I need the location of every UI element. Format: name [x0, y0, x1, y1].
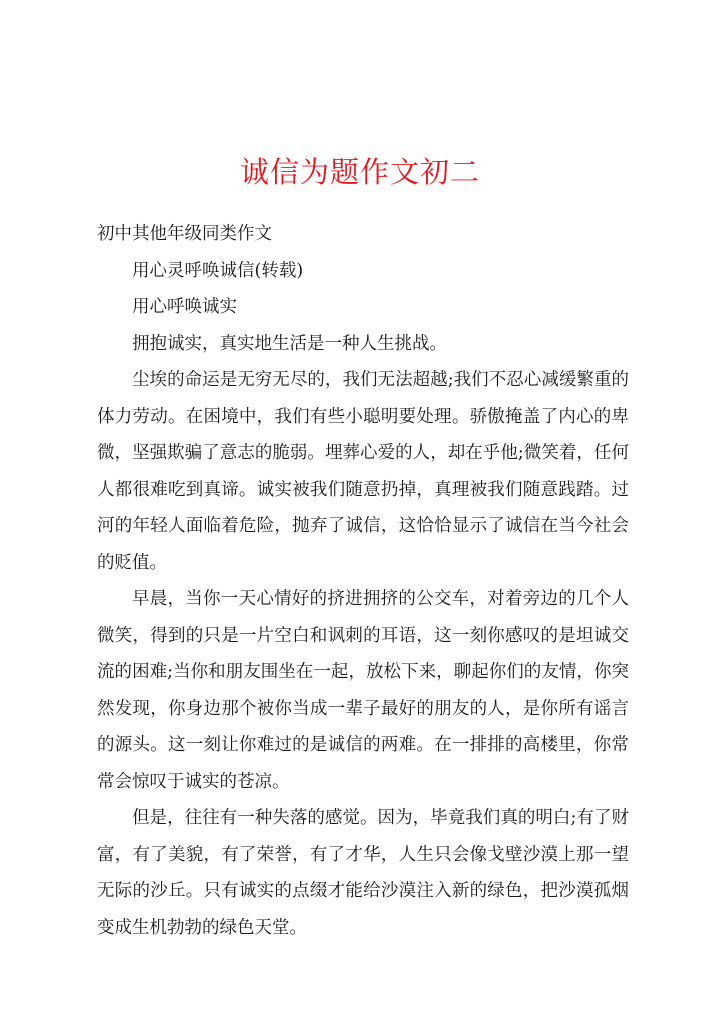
- paragraph: 但是，往往有一种失落的感觉。因为，毕竟我们真的明白;有了财富，有了美貌，有了荣誉，有了才华，人生只会像戈壁沙漠上那一望无际的沙丘。只有诚实的点缀才能给沙漠注入新的绿色，把沙漠孤烟变成生机勃勃的绿色天堂。: [97, 808, 629, 938]
- document-title: 诚信为题作文初二: [239, 155, 480, 189]
- paragraph: 尘埃的命运是无穷无尽的，我们无法超越;我们不忍心减缓繁重的体力劳动。在困境中，我们有些小聪明要处理。骄傲掩盖了内心的卑微，坚强欺骗了意志的脆弱。埋葬心爱的人，却在乎他;微笑着，任何人都很难吃到真谛。诚实被我们随意扔掉，真理被我们随意践踏。过河的年轻人面临着危险，抛弃了诚信，这恰恰显示了诚信在当今社会的贬值。: [97, 370, 629, 573]
- paragraph: 拥抱诚实，真实地生活是一种人生挑战。: [132, 333, 447, 354]
- subtitle-line-2: 用心呼唤诚实: [132, 297, 237, 317]
- category-label: 初中其他年级同类作文: [97, 224, 272, 244]
- paragraph: 早晨，当你一天心情好的挤进拥挤的公交车，对着旁边的几个人微笑，得到的只是一片空白和讽刺的耳语，这一刻你感叹的是坦诚交流的困难;当你和朋友围坐在一起，放松下来，聊起你们的友情，你突然发现，你身边那个被你当成一辈子最好的朋友的人，是你所有谣言的源头。这一刻让你难过的是诚信的两难。在一排排的高楼里，你常常会惊叹于诚实的苍凉。: [97, 589, 629, 792]
- subtitle-line-1: 用心灵呼唤诚信(转载): [132, 260, 304, 281]
- document-body: [97, 216, 629, 946]
